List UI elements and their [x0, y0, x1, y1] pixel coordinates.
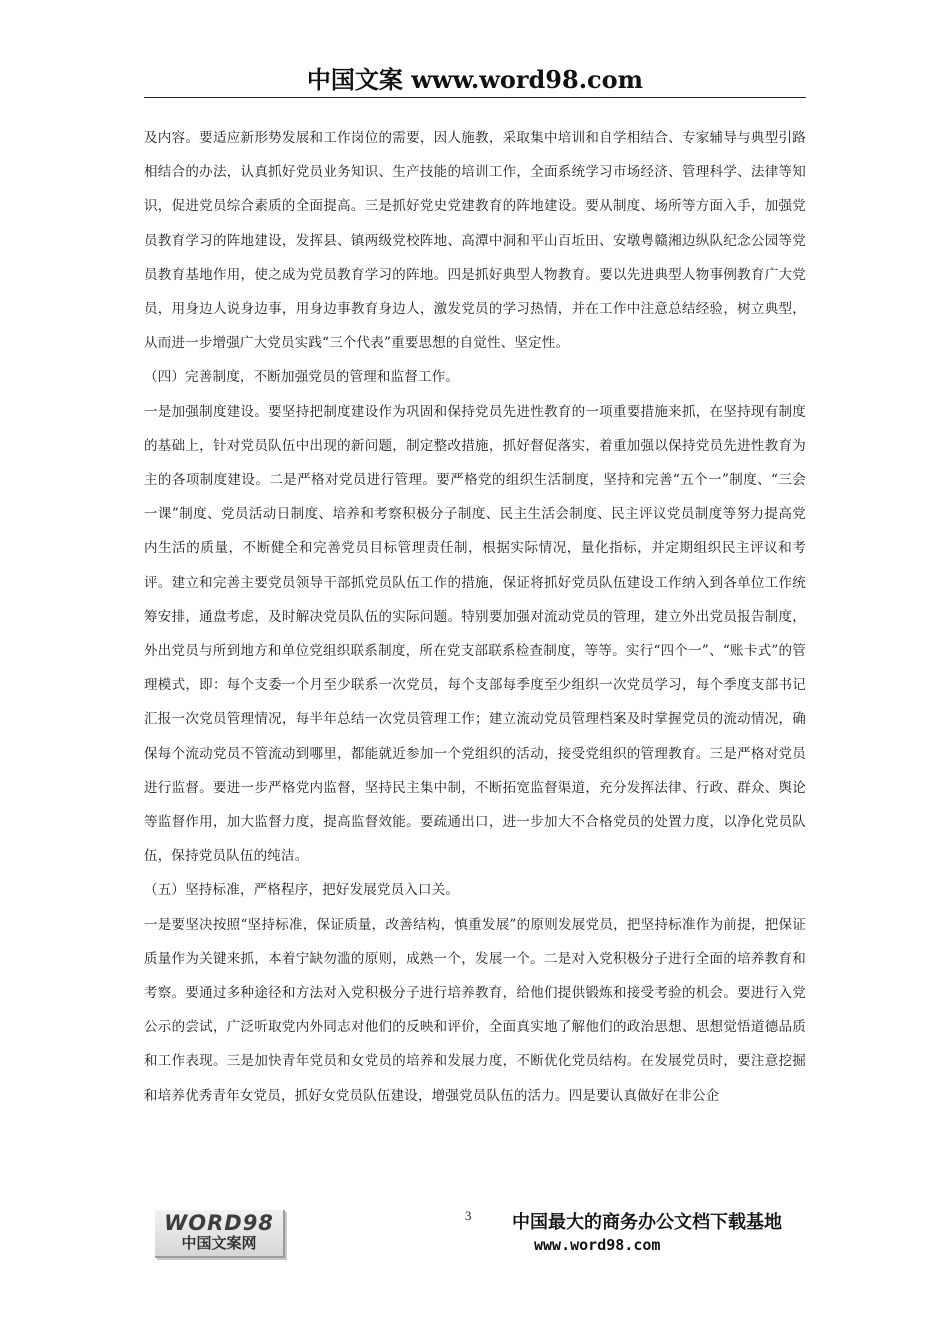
paragraph: 一是加强制度建设。要坚持把制度建设作为巩固和保持党员先进性教育的一项重要措施来抓，在坚持现有制度的基础上，针对党员队伍中出现的新问题，制定整改措施，抓好督促落实，着重加强以保持党员先进性教育为主的各项制度建设。二是严格对党员进行管理。要严格党的组织生活制度，坚持和完善“五个一”制度、“三会一课”制度、党员活动日制度、培养和考察积极分子制度、民主生活会制度、民主评议党员制度等努力提高党内生活的质量，不断健全和完善党员目标管理责任制，根据实际情况，量化指标，并定期组织民主评议和考评。建立和完善主要党员领导干部抓党员队伍工作的措施，保证将抓好党员队伍建设工作纳入到各单位工作统筹安排，通盘考虑，及时解决党员队伍的实际问题。特别要加强对流动党员的管理，建立外出党员报告制度，外出党员与所到地方和单位党组织联系制度，所在党支部联系检查制度，等等。实行“四个一”、“账卡式”的管理模式，即：每个支委一个月至少联系一次党员，每个支部每季度至少组织一次党员学习，每个季度支部书记汇报一次党员管理情况，每半年总结一次党员管理工作；建立流动党员管理档案及时掌握党员的流动情况，确保每个流动党员不管流动到哪里，都能就近参加一个党组织的活动，接受党组织的管理教育。三是严格对党员进行监督。要进一步严格党内监督，坚持民主集中制，不断拓宽监督渠道，充分发挥法律、行政、群众、舆论等监督作用，加大监督力度，提高监督效能。要疏通出口，进一步加大不合格党员的处置力度，以净化党员队伍，保持党员队伍的纯洁。 [144, 403, 806, 865]
logo-subtitle: 中国文案网 [181, 1234, 257, 1252]
document-body [144, 121, 806, 1113]
footer-logo [155, 1210, 285, 1258]
footer-url: www.word98.com [534, 1236, 661, 1254]
page-header-title: 中国文案 www.word98.com [306, 65, 644, 94]
section-heading: （四）完善制度，不断加强党员的管理和监督工作。 [144, 369, 460, 386]
footer-slogan: 中国最大的商务办公文档下载基地 [512, 1212, 782, 1233]
section-heading: （五）坚持标准，严格程序，把好发展党员入口关。 [144, 882, 460, 899]
page-number: 3 [465, 1208, 472, 1223]
header-divider [144, 97, 806, 98]
paragraph: 及内容。要适应新形势发展和工作岗位的需要，因人施教，采取集中培训和自学相结合、专家辅导与典型引路相结合的办法，认真抓好党员业务知识、生产技能的培训工作，全面系统学习市场经济、管理科学、法律等知识，促进党员综合素质的全面提高。三是抓好党史党建教育的阵地建设。要从制度、场所等方面入手，加强党员教育学习的阵地建设，发挥县、镇两级党校阵地、高潭中洞和平山百坵田、安墩粤赣湘边纵队纪念公园等党员教育基地作用，使之成为党员教育学习的阵地。四是抓好典型人物教育。要以先进典型人物事例教育广大党员，用身边人说身边事，用身边事教育身边人，激发党员的学习热情，并在工作中注意总结经验，树立典型，从而进一步增强广大党员实践“三个代表”重要思想的自觉性、坚定性。 [144, 130, 806, 352]
paragraph: 一是要坚决按照“坚持标准，保证质量，改善结构，慎重发展”的原则发展党员，把坚持标准作为前提，把保证质量作为关键来抓，本着宁缺勿滥的原则，成熟一个，发展一个。二是对入党积极分子进行全面的培养教育和考察。要通过多种途径和方法对入党积极分子进行培养教育，给他们提供锻炼和接受考验的机会。要进行入党公示的尝试，广泛听取党内外同志对他们的反映和评价，全面真实地了解他们的政治思想、思想觉悟道德品质和工作表现。三是加快青年党员和女党员的培养和发展力度，不断优化党员结构。在发展党员时，要注意挖掘和培养优秀青年女党员，抓好女党员队伍建设，增强党员队伍的活力。四是要认真做好在非公企 [144, 916, 806, 1104]
logo-wordmark: WORD98 [164, 1211, 274, 1235]
